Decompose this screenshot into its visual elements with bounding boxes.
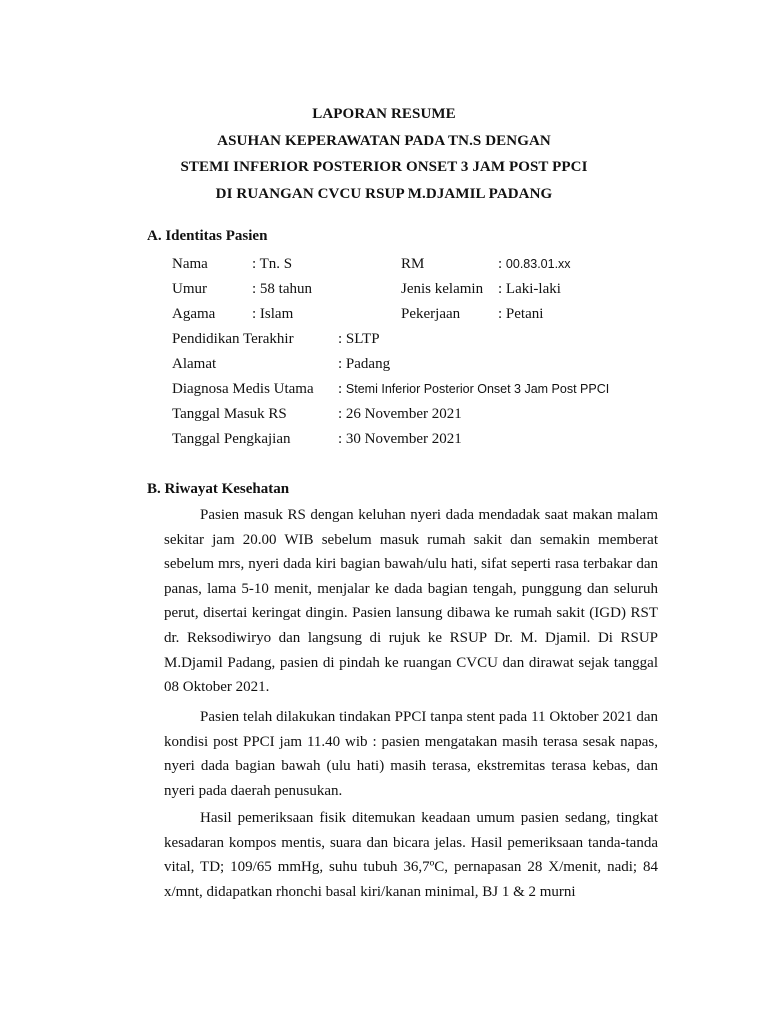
jenis-kelamin-label: Jenis kelamin [401,281,484,297]
diagnosa-colon: : [338,381,343,397]
umur-value: : 58 tahun [252,281,312,297]
alamat-label: Alamat [172,356,217,372]
tanggal-pengkajian-label: Tanggal Pengkajian [172,431,291,447]
pendidikan-value: : SLTP [338,331,380,347]
rm-value: 00.83.01.xx [505,257,571,271]
title-line-2: ASUHAN KEPERAWATAN PADA TN.S DENGAN [217,132,551,149]
pendidikan-label: Pendidikan Terakhir [172,331,294,347]
section-b-heading: B. Riwayat Kesehatan [147,481,290,497]
jenis-kelamin-value: : Laki-laki [498,281,561,297]
diagnosa-label: Diagnosa Medis Utama [172,381,314,397]
agama-value: : Islam [252,306,294,322]
tanggal-masuk-label: Tanggal Masuk RS [172,406,287,422]
nama-label: Nama [172,256,208,272]
pekerjaan-label: Pekerjaan [401,306,461,322]
report-title [0,101,768,207]
tanggal-masuk-value: : 26 November 2021 [338,406,462,422]
title-line-3: STEMI INFERIOR POSTERIOR ONSET 3 JAM POST PPCI [180,159,588,175]
rm-label: RM [401,256,425,272]
rm-value-wrap [498,254,571,274]
diagnosa-value: Stemi Inferior Posterior Onset 3 Jam Post PPCI [345,382,610,396]
title-line-1: LAPORAN RESUME [312,106,456,122]
riwayat-paragraph-2: Pasien telah dilakukan tindakan PPCI tanpa stent pada 11 Oktober 2021 dan kondisi post PPCI jam 11.40 wib : pasien mengatakan masih terasa sesak napas, nyeri dada bagian bawah (ulu hati) masih terasa, ekstremitas terasa kebas, dan nyeri pada daerah penusukan. [164,709,658,799]
alamat-value: : Padang [338,356,391,372]
nama-value: : Tn. S [252,256,293,272]
pekerjaan-value: : Petani [498,306,544,322]
tanggal-pengkajian-value: : 30 November 2021 [338,431,462,447]
diagnosa-value-wrap [338,379,609,399]
riwayat-paragraph-3: Hasil pemeriksaan fisik ditemukan keadaan umum pasien sedang, tingkat kesadaran kompos mentis, suara dan bicara jelas. Hasil pemeriksaan tanda-tanda vital, TD; 109/65 mmHg, suhu tubuh 36,7ºC, pernapasan 28 X/menit, nadi; 84 x/mnt, didapatkan rhonchi basal kiri/kanan minimal, BJ 1 & 2 murni [164,810,658,900]
rm-colon: : [498,256,503,272]
agama-label: Agama [172,306,216,322]
umur-label: Umur [172,281,207,297]
riwayat-paragraph-1: Pasien masuk RS dengan keluhan nyeri dada mendadak saat makan malam sekitar jam 20.00 WIB sebelum masuk rumah sakit dan semakin memberat sebelum mrs, nyeri dada kiri bagian bawah/ulu hati, sifat seperti rasa terbakar dan panas, lama 5-10 menit, menjalar ke dada bagian tengah, punggung dan seluruh perut, disertai keringat dingin. Pasien lansung dibawa ke rumah sakit (IGD) RST dr. Reksodiwiryo dan langsung di rujuk ke RSUP Dr. M. Djamil. Di RSUP M.Djamil Padang, pasien di pindah ke ruangan CVCU dan dirawat sejak tanggal 08 Oktober 2021. [164,507,658,696]
section-a-heading: A. Identitas Pasien [147,228,268,244]
title-line-4: DI RUANGAN CVCU RSUP M.DJAMIL PADANG [215,185,553,202]
